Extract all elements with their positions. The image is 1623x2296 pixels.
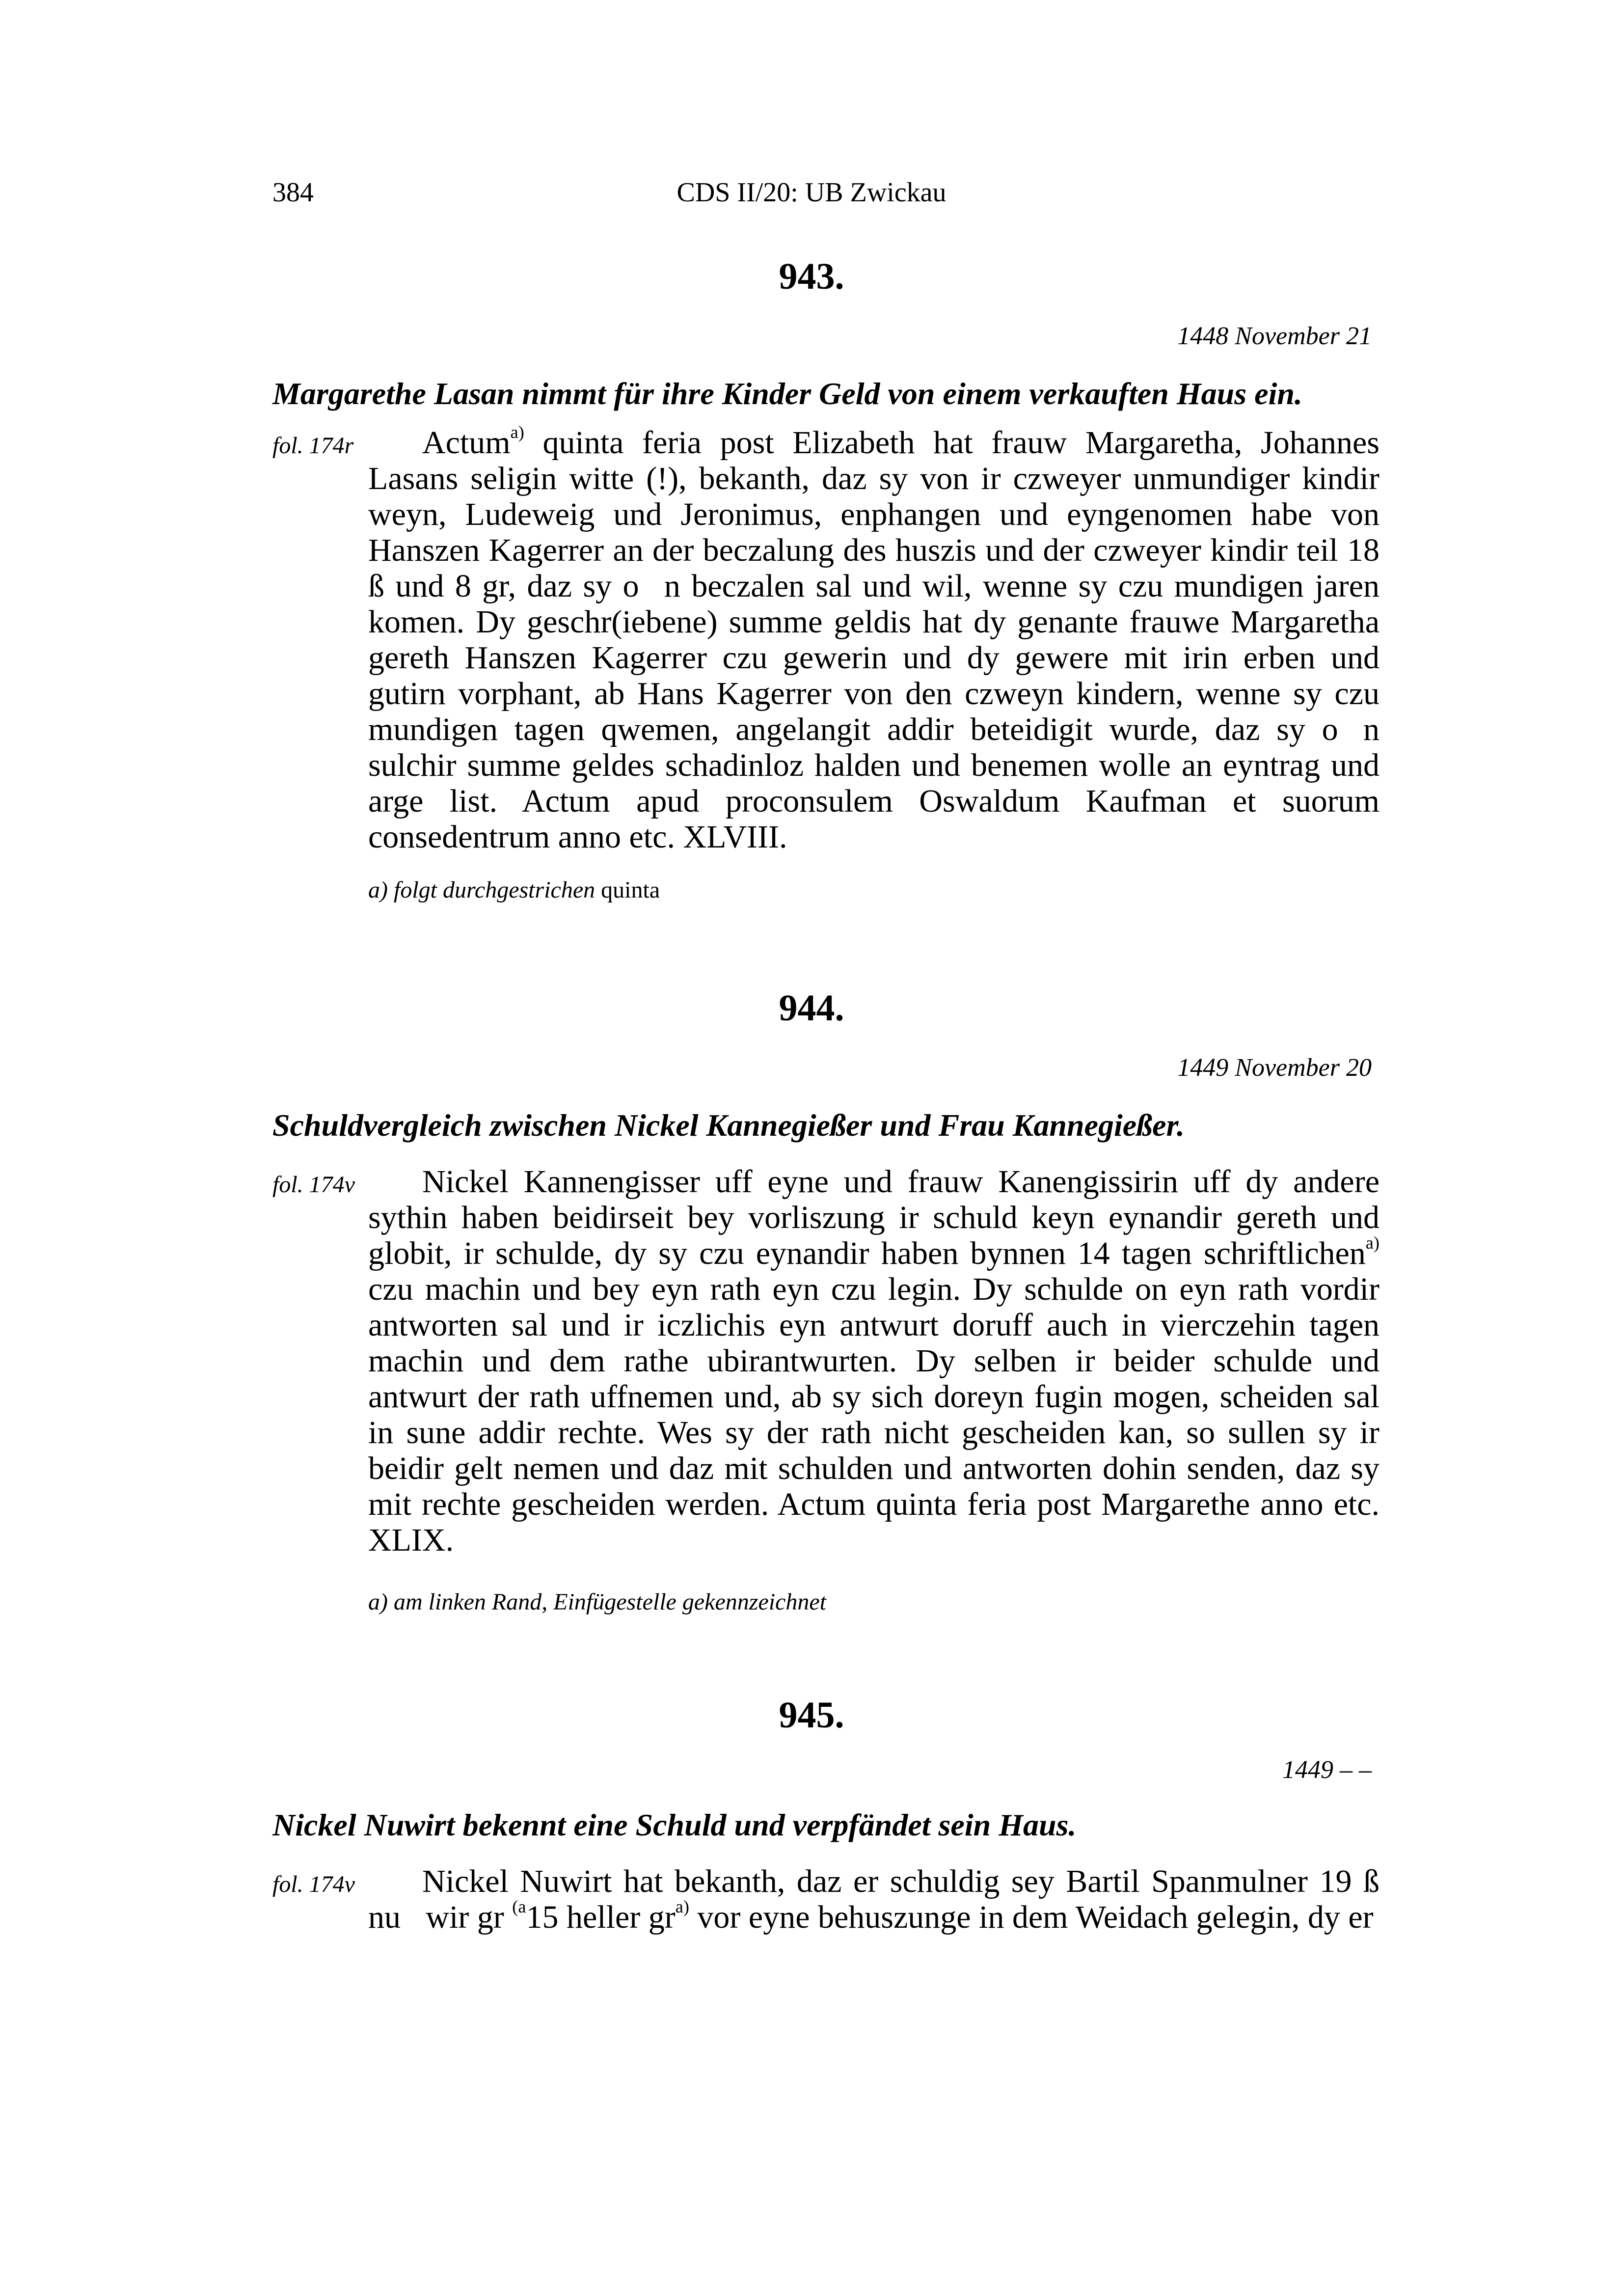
footnote-marker: a) bbox=[675, 1897, 689, 1917]
body-text: 15 heller gr bbox=[526, 1899, 676, 1935]
document-number: 944. bbox=[779, 987, 844, 1029]
document-number: 945. bbox=[779, 1695, 844, 1736]
body-text: Nickel Nuwirt hat bekanth, daz er schuldig sey Bartil Spanmulner 19 ß nu᷎wir gr bbox=[368, 1863, 1380, 1935]
body-text: czu machin und bey eyn rath eyn czu legin. Dy schulde on eyn rath vordir antworten sal und ir iczlichis eyn antwurt doruff auch in vierczehin tagen machin und dem rathe ubirantwurten. Dy selben ir beider schulde und antwurt der rath uffnemen und, ab sy sich doreyn fugin mogen, scheiden sal in sune addir rechte. Wes sy der rath nicht gescheiden kan, so sullen sy ir beidir gelt nemen und daz mit schulden und antworten dohin senden, daz sy mit rechte gescheiden werden. Actum quinta feria post Margarethe anno etc. XLIX. bbox=[368, 1271, 1380, 1558]
document-date: 1448 November 21 bbox=[1177, 322, 1372, 350]
footnote-text: quinta bbox=[595, 877, 660, 903]
folio-reference: fol. 174v bbox=[272, 1871, 355, 1897]
page-number: 384 bbox=[272, 177, 314, 208]
footnote-label: a) am linken Rand, Einfügestelle gekennzeichnet bbox=[368, 1589, 827, 1615]
footnote-marker: (a bbox=[512, 1897, 526, 1917]
body-text: vor eyne behuszunge in dem Weidach gelegin, dy er bbox=[689, 1899, 1374, 1935]
document-title: Schuldvergleich zwischen Nickel Kannegießer und Frau Kannegießer. bbox=[272, 1108, 1185, 1143]
folio-reference: fol. 174v bbox=[272, 1172, 355, 1198]
document-body bbox=[368, 1164, 1380, 1558]
footnote bbox=[368, 876, 660, 903]
document-title: Margarethe Lasan nimmt für ihre Kinder Geld von einem verkauften Haus ein. bbox=[272, 376, 1302, 411]
document-date: 1449 November 20 bbox=[1177, 1054, 1372, 1082]
document-number: 943. bbox=[779, 256, 844, 297]
document-title: Nickel Nuwirt bekennt eine Schuld und verpfändet sein Haus. bbox=[272, 1807, 1077, 1842]
folio-reference: fol. 174r bbox=[272, 433, 354, 459]
document-body bbox=[368, 1863, 1380, 1935]
document-date: 1449 – – bbox=[1282, 1756, 1372, 1784]
footnote bbox=[368, 1588, 826, 1615]
document-body bbox=[368, 422, 1380, 855]
running-title: CDS II/20: UB Zwickau bbox=[676, 177, 947, 208]
footnote-marker: a) bbox=[1365, 1233, 1380, 1253]
footnote-marker: a) bbox=[510, 422, 524, 442]
footnote-label: a) folgt durchgestrichen bbox=[368, 877, 595, 903]
body-text: quinta feria post Elizabeth hat frauw Margaretha, Johannes Lasans seligin witte (!), bekanth, daz sy von ir czweyer unmundiger kindir weyn, Ludeweig und Jeronimus, enphangen und eyngenomen habe von Hanszen Kagerrer an der beczalung des huszis und der czweyer kindir teil 18 ß und 8 gr, daz sy o᷎n beczalen sal und wil, wenne sy czu mundigen jaren komen. Dy geschr(iebene) summe geldis hat dy genante frauwe Margaretha gereth Hanszen Kagerrer czu gewerin und dy gewere mit irin erben und gutirn vorphant, ab Hans Kagerrer von den czweyn kindern, wenne sy czu mundigen tagen qwemen, angelangit addir beteidigit wurde, daz sy o᷎n sulchir summe geldes schadinloz halden und benemen wolle an eyntrag und arge list. Actum apud proconsulem Oswaldum Kaufman et suorum consedentrum anno etc. XLVIII. bbox=[368, 425, 1380, 855]
body-text: Nickel Kannengisser uff eyne und frauw Kanengissirin uff dy andere sythin haben beidirseit bey vorliszung ir schuld keyn eynandir gereth und globit, ir schulde, dy sy czu eynandir haben bynnen 14 tagen schriftlichen bbox=[368, 1164, 1380, 1271]
body-text: Actum bbox=[422, 425, 511, 461]
